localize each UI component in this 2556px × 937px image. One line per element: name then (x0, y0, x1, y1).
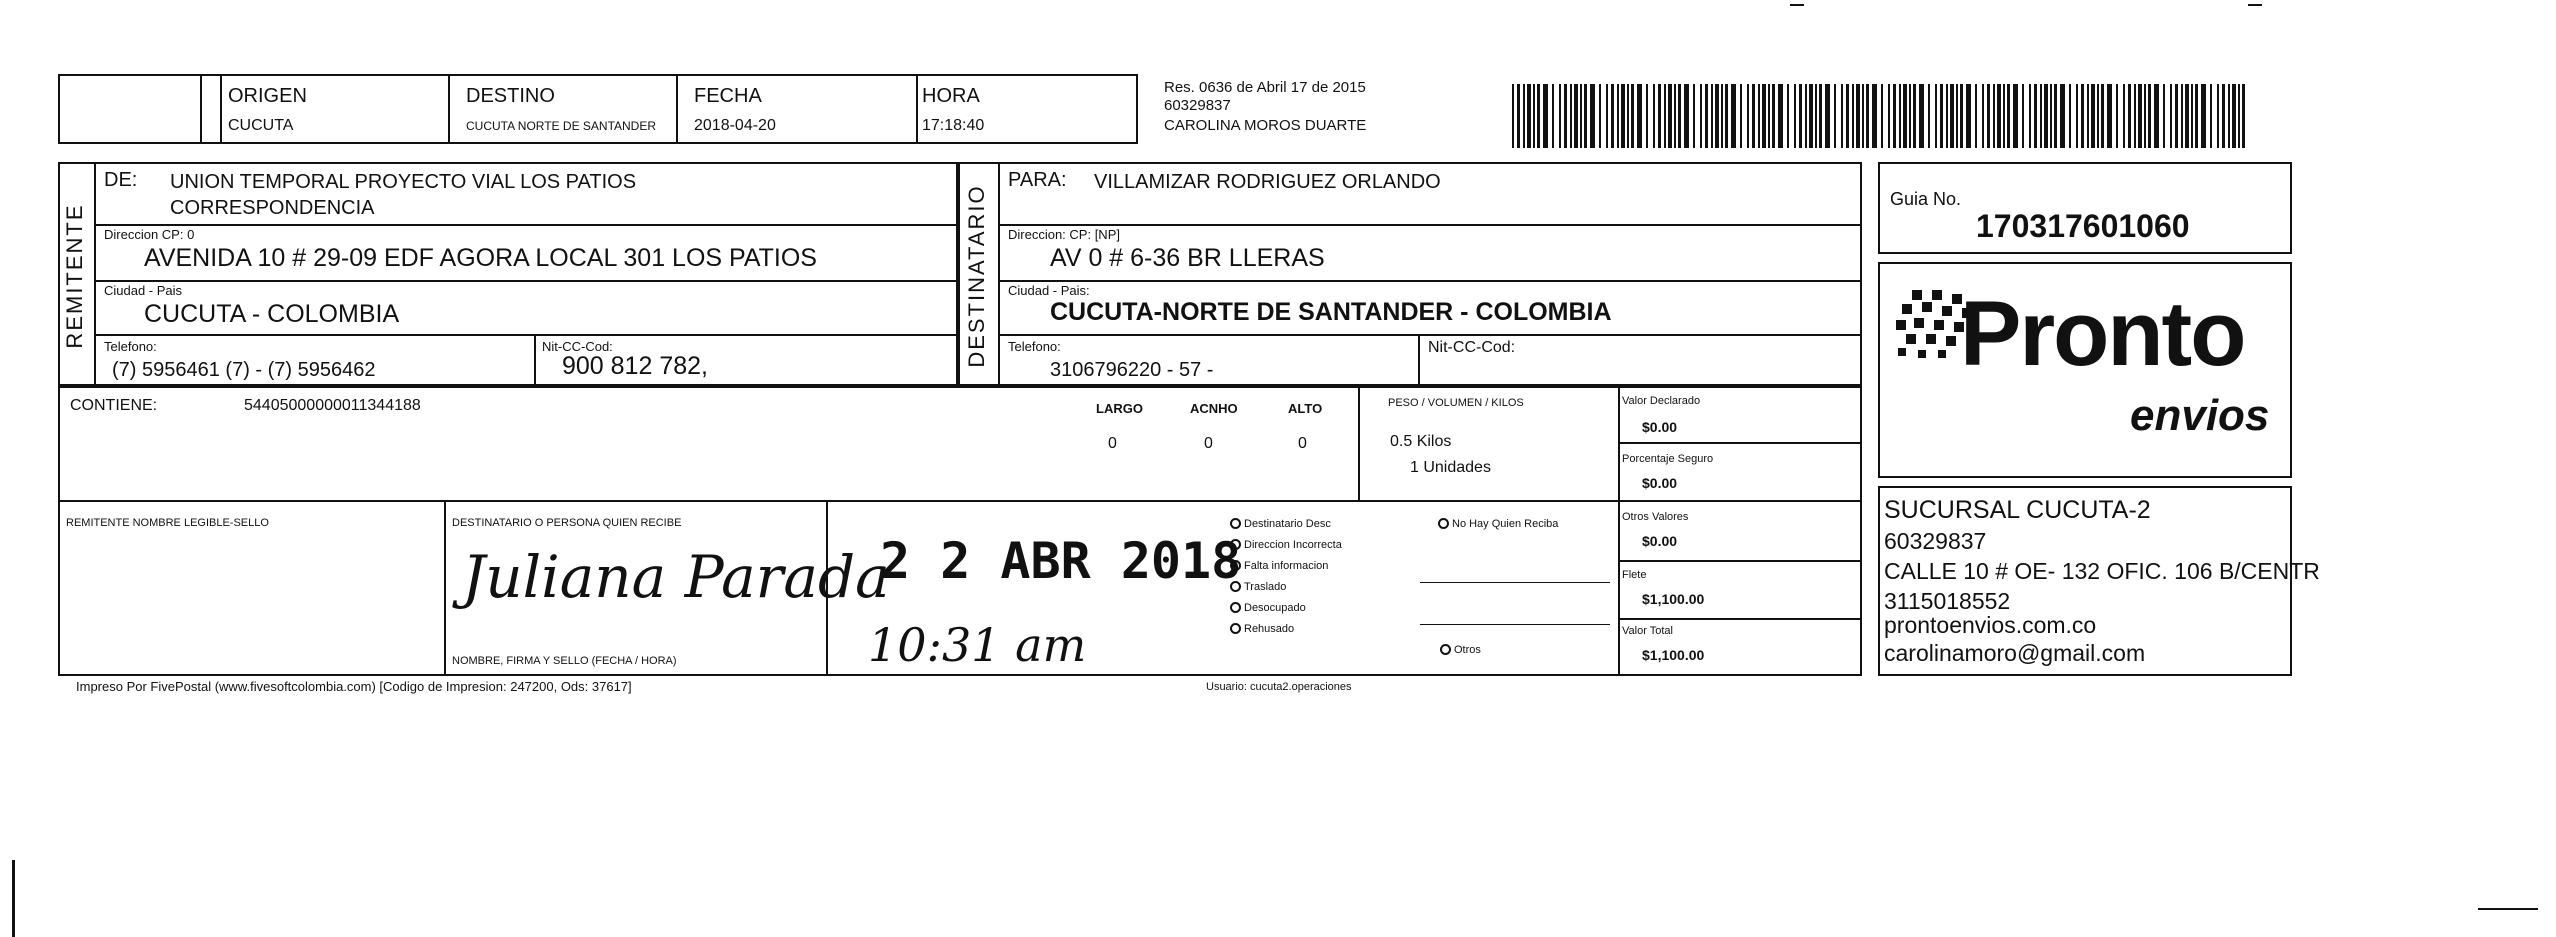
ancho-value: 0 (1204, 435, 1213, 452)
destinatario-side-label: DESTINATARIO (964, 184, 989, 368)
barcode-bar (1700, 84, 1702, 148)
guia-number: 170317601060 (1976, 208, 2190, 244)
largo-label: LARGO (1096, 401, 1143, 416)
otros-valores-value: $0.00 (1642, 533, 1678, 549)
barcode-bar (1852, 84, 1854, 148)
flete-value: $1,100.00 (1642, 591, 1705, 607)
barcode-bar (1674, 84, 1676, 148)
sender-address-label: Direccion CP: 0 (104, 227, 195, 242)
sender-city-value: CUCUTA - COLOMBIA (144, 300, 400, 328)
barcode-bar (1940, 84, 1943, 148)
barcode-bar (1841, 84, 1843, 148)
barcode-bar (1580, 84, 1582, 148)
barcode-bar (2195, 84, 2198, 148)
reason-falta-informacion[interactable]: Falta informacion (1230, 560, 1410, 581)
barcode-bar (2087, 84, 2089, 148)
user-text: Usuario: cucuta2.operaciones (1206, 681, 1352, 693)
barcode-bar (2144, 84, 2146, 148)
barcode-bar (1956, 84, 1958, 148)
sender-name-line1: UNION TEMPORAL PROYECTO VIAL LOS PATIOS (170, 171, 637, 193)
contents-label: CONTIENE: (70, 397, 158, 414)
barcode-bar (1815, 84, 1817, 148)
sender-address-value: AVENIDA 10 # 29-09 EDF AGORA LOCAL 301 LOS PATIOS (144, 244, 817, 272)
barcode-bar (2091, 84, 2095, 148)
barcode-bar (1537, 84, 1540, 148)
barcode-bar (2101, 84, 2104, 148)
barcode-bar (1684, 84, 1689, 148)
barcode-bar (1809, 84, 1813, 148)
barcode-bar (1574, 84, 1578, 148)
barcode-bar (1893, 84, 1896, 148)
fecha-value: 2018-04-20 (694, 117, 776, 134)
valor-declarado-value: $0.00 (1642, 419, 1678, 435)
barcode-bar (1705, 84, 1708, 148)
barcode-bar (2228, 84, 2230, 148)
barcode-bar (2185, 84, 2189, 148)
barcode-bar (1543, 84, 1548, 148)
barcode-bar (1966, 84, 1971, 148)
resolution-id: 60329837 (1164, 97, 1231, 114)
barcode-bar (1752, 84, 1755, 148)
branch-id: 60329837 (1884, 528, 1987, 554)
origen-label: ORIGEN (228, 85, 307, 107)
recipient-city-value: CUCUTA-NORTE DE SANTANDER - COLOMBIA (1050, 298, 1612, 326)
barcode-bar (1928, 84, 1930, 148)
barcode-bar (2107, 84, 2112, 148)
sender-sign-label: REMITENTE NOMBRE LEGIBLE-SELLO (66, 517, 269, 529)
barcode-bar (1711, 84, 1713, 148)
barcode-bar (2076, 84, 2078, 148)
branch-name: SUCURSAL CUCUTA-2 (1884, 496, 2151, 524)
recipient-city-label: Ciudad - Pais: (1008, 283, 1090, 298)
barcode-bar (1825, 84, 1830, 148)
reason-destinatario-desc[interactable]: Destinatario Desc (1230, 518, 1410, 539)
barcode-bar (1987, 84, 1990, 148)
resolution-text: Res. 0636 de Abril 17 de 2015 (1164, 79, 1366, 96)
barcode-bar (2013, 84, 2018, 148)
barcode-bar (2029, 84, 2031, 148)
barcode-bar (1627, 84, 1629, 148)
barcode-bar (2232, 84, 2236, 148)
ancho-label: ACNHO (1190, 401, 1238, 416)
barcode-bar (2069, 84, 2071, 148)
barcode-bar (1834, 84, 1836, 148)
scan-dash-mark (2478, 908, 2538, 910)
barcode-bar (1888, 84, 1890, 148)
hora-label: HORA (922, 85, 980, 107)
barcode-bar (1617, 84, 1619, 148)
barcode-bar (1637, 84, 1642, 148)
branch-website[interactable]: prontoenvios.com.co (1884, 612, 2097, 638)
remitente-side-label: REMITENTE (62, 203, 87, 349)
peso-label: PESO / VOLUMEN / KILOS (1388, 397, 1524, 409)
barcode-bar (1881, 84, 1883, 148)
barcode-bar (2238, 84, 2240, 148)
barcode-bar (2007, 84, 2010, 148)
barcode-bar (1758, 84, 1760, 148)
barcode-bar (1993, 84, 1995, 148)
alto-label: ALTO (1288, 401, 1323, 416)
barcode-bar (1621, 84, 1625, 148)
barcode-bar (1693, 84, 1695, 148)
brand-name: Pronto (1960, 283, 2245, 385)
barcode-bar (1512, 84, 1514, 148)
origen-value: CUCUTA (228, 117, 294, 134)
barcode-bar (2050, 84, 2052, 148)
barcode-bar (1678, 84, 1681, 148)
barcode-bar (2242, 84, 2245, 148)
barcode-bar (1946, 84, 1948, 148)
unidades-value: 1 Unidades (1410, 459, 1491, 476)
barcode-bar (1653, 84, 1655, 148)
barcode-bar (2138, 84, 2142, 148)
barcode-bar (1523, 84, 1525, 148)
barcode-bar (2148, 84, 2151, 148)
barcode-bar (1903, 84, 1907, 148)
largo-value: 0 (1108, 435, 1117, 452)
date-stamp: 2 2 ABR 2018 (880, 532, 1242, 590)
destino-label: DESTINO (466, 85, 555, 107)
barcode-bar (1768, 84, 1770, 148)
scan-dash-top-2 (2248, 4, 2262, 6)
porcentaje-seguro-label: Porcentaje Seguro (1622, 453, 1714, 465)
barcode-bar (2191, 84, 2193, 148)
barcode-bar (1909, 84, 1911, 148)
barcode-bar (1975, 84, 1977, 148)
recipient-address-label: Direccion: CP: [NP] (1008, 227, 1120, 242)
barcode-bar (1960, 84, 1963, 148)
barcode-bar (2034, 84, 2037, 148)
contents-value: 54405000000011344188 (244, 397, 421, 414)
barcode-bar (1725, 84, 1728, 148)
barcode-bar (2044, 84, 2048, 148)
barcode-bar (1846, 84, 1849, 148)
sender-nit-value: 900 812 782, (562, 352, 708, 380)
barcode-bar (1527, 84, 1531, 148)
barcode-bar (1584, 84, 1587, 148)
sender-phone-value: (7) 5956461 (7) - (7) 5956462 (112, 359, 376, 381)
recipient-sign-label: DESTINATARIO O PERSONA QUIEN RECIBE (452, 517, 682, 529)
barcode-bar (1559, 84, 1561, 148)
barcode-bar (1919, 84, 1924, 148)
porcentaje-seguro-value: $0.00 (1642, 475, 1678, 491)
barcode-bar (1778, 84, 1783, 148)
handwritten-signature: Juliana Parada (462, 543, 890, 611)
barcode-bar (2222, 84, 2225, 148)
recipient-name: VILLAMIZAR RODRIGUEZ ORLANDO (1094, 171, 1441, 193)
barcode-bar (1533, 84, 1535, 148)
destino-value: CUCUTA NORTE DE SANTANDER (466, 119, 657, 133)
barcode-bar (2201, 84, 2206, 148)
valor-declarado-label: Valor Declarado (1622, 395, 1701, 407)
barcode-bar (1913, 84, 1916, 148)
flete-label: Flete (1622, 569, 1647, 581)
barcode-bar (1862, 84, 1864, 148)
recipient-phone-label: Telefono: (1008, 339, 1061, 354)
alto-value: 0 (1298, 435, 1307, 452)
printed-by: Impreso Por FivePostal (www.fivesoftcolombia.com) [Codigo de Impresion: 247200, Ods: 37617] (76, 679, 632, 694)
barcode-bar (1805, 84, 1807, 148)
reason-desocupado[interactable]: Desocupado (1230, 602, 1410, 623)
barcode-bar (1982, 84, 1984, 148)
guia-label: Guia No. (1890, 189, 1962, 209)
barcode-bar (2170, 84, 2172, 148)
barcode-bar (1747, 84, 1749, 148)
barcode (1512, 84, 2252, 148)
barcode-bar (1772, 84, 1775, 148)
barcode-bar (1787, 84, 1789, 148)
barcode-bar (1658, 84, 1661, 148)
barcode-bar (1935, 84, 1937, 148)
reason-rehusado[interactable]: Rehusado (1230, 623, 1410, 644)
barcode-bar (1762, 84, 1766, 148)
brand-tagline: envios (2130, 391, 2270, 440)
recipient-nit-label: Nit-CC-Cod: (1428, 339, 1516, 356)
barcode-bar (2022, 84, 2024, 148)
reason-direccion-incorrecta[interactable]: Direccion Incorrecta (1230, 539, 1410, 560)
recipient-address-value: AV 0 # 6-36 BR LLERAS (1050, 244, 1325, 272)
barcode-bar (1606, 84, 1608, 148)
barcode-bar (1564, 84, 1567, 148)
barcode-bar (2163, 84, 2165, 148)
barcode-bar (1646, 84, 1648, 148)
pronto-logo (1890, 276, 2280, 466)
barcode-bar (2116, 84, 2118, 148)
barcode-bar (1599, 84, 1601, 148)
branch-email[interactable]: carolinamoro@gmail.com (1884, 640, 2146, 666)
barcode-bar (2097, 84, 2099, 148)
barcode-bar (1819, 84, 1822, 148)
recipient-phone-value: 3106796220 - 57 - (1050, 359, 1214, 381)
barcode-bar (1631, 84, 1634, 148)
peso-value: 0.5 Kilos (1390, 433, 1452, 450)
sign-footer-label: NOMBRE, FIRMA Y SELLO (FECHA / HORA) (452, 655, 677, 667)
sender-name-line2: CORRESPONDENCIA (170, 197, 375, 219)
de-label: DE: (104, 169, 138, 191)
reason-traslado[interactable]: Traslado (1230, 581, 1410, 602)
barcode-bar (1611, 84, 1614, 148)
hora-value: 17:18:40 (922, 117, 985, 134)
barcode-bar (2060, 84, 2065, 148)
barcode-bar (2128, 84, 2131, 148)
barcode-bar (1899, 84, 1901, 148)
valor-total-label: Valor Total (1622, 625, 1673, 637)
barcode-bar (1721, 84, 1723, 148)
barcode-bar (1552, 84, 1554, 148)
sender-block (58, 162, 958, 386)
barcode-bar (1872, 84, 1877, 148)
branch-phone: 3115018552 (1884, 588, 2011, 614)
barcode-bar (1997, 84, 2001, 148)
barcode-bar (1794, 84, 1796, 148)
barcode-bar (1664, 84, 1666, 148)
barcode-bar (2181, 84, 2183, 148)
barcode-bar (1731, 84, 1736, 148)
barcode-bar (2081, 84, 2084, 148)
recipient-block (958, 162, 1862, 386)
barcode-bar (2003, 84, 2005, 148)
barcode-bar (2154, 84, 2159, 148)
barcode-bar (1668, 84, 1672, 148)
barcode-bar (1740, 84, 1742, 148)
barcode-bar (1570, 84, 1572, 148)
barcode-bar (1799, 84, 1802, 148)
barcode-bar (2210, 84, 2212, 148)
sender-nit-label: Nit-CC-Cod: (542, 339, 613, 354)
valor-total-value: $1,100.00 (1642, 647, 1705, 663)
barcode-bar (1950, 84, 1954, 148)
otros-valores-label: Otros Valores (1622, 511, 1689, 523)
barcode-bar (2040, 84, 2042, 148)
barcode-bar (1856, 84, 1860, 148)
barcode-bar (2123, 84, 2125, 148)
handwritten-time: 10:31 am (868, 618, 1087, 672)
resolution-name: CAROLINA MOROS DUARTE (1164, 117, 1367, 134)
sender-city-label: Ciudad - Pais (104, 283, 183, 298)
barcode-bar (2175, 84, 2178, 148)
scan-dash-top-1 (1790, 4, 1804, 6)
barcode-bar (1715, 84, 1719, 148)
reasons-col1 (1230, 518, 1410, 644)
para-label: PARA: (1008, 169, 1067, 191)
sender-phone-label: Telefono: (104, 339, 157, 354)
barcode-bar (2217, 84, 2219, 148)
barcode-bar (1590, 84, 1595, 148)
barcode-bar (1517, 84, 1520, 148)
scan-edge-mark (12, 860, 15, 937)
fecha-label: FECHA (694, 85, 762, 107)
branch-address: CALLE 10 # OE- 132 OFIC. 106 B/CENTR (1884, 558, 2320, 584)
barcode-bar (1866, 84, 1869, 148)
barcode-bar (2054, 84, 2057, 148)
barcode-bar (2134, 84, 2136, 148)
reason-no-hay-quien-reciba[interactable]: No Hay Quien Reciba (1438, 518, 1558, 530)
reason-otros[interactable]: Otros (1440, 644, 1481, 656)
